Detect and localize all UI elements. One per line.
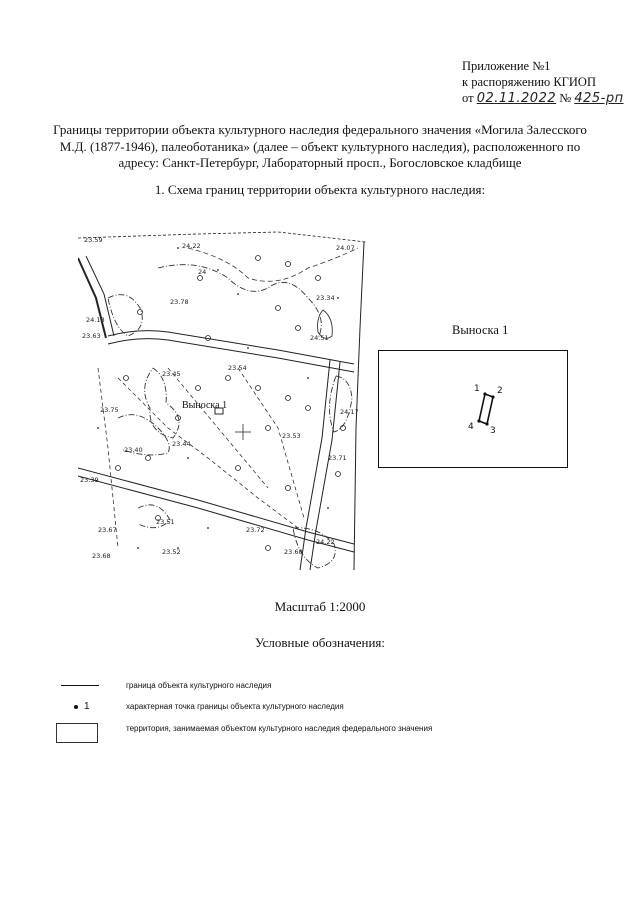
elevation-label: 24.22	[316, 538, 335, 546]
appendix-block	[462, 58, 624, 107]
appendix-line3	[462, 90, 624, 107]
elevation-label: 23.75	[100, 406, 119, 414]
legend-point-symbol	[74, 705, 78, 709]
elevation-label: 23.67	[98, 526, 117, 534]
elevation-label: 23.71	[328, 454, 347, 462]
callout-title: Выноска 1	[452, 323, 509, 337]
number-prefix: №	[559, 91, 572, 105]
scale-label: Масштаб 1:2000	[274, 599, 366, 614]
legend-point-number: 1	[84, 701, 90, 712]
handwritten-date: 02.11.2022	[476, 91, 557, 106]
appendix-line1: Приложение №1	[462, 59, 551, 73]
elevation-label: 23.54	[228, 364, 247, 372]
appendix-line2: к распоряжению КГИОП	[462, 75, 596, 89]
document-title: Границы территории объекта культурного наследия федерального значения «Могила Залесского М.Д. (1877-1946), палеоботаника» (далее – объект культурного наследия), расположенного по адресу: Санкт-Петербург, Лабораторный просп., Богословское кладбище	[53, 122, 587, 170]
callout-point-4: 4	[468, 422, 474, 432]
legend-boundary-line-text: граница объекта культурного наследия	[126, 681, 272, 690]
elevation-label: 23.52	[162, 548, 181, 556]
legend-boundary-line-symbol	[61, 685, 99, 686]
map-callout-label: Выноска 1	[182, 400, 228, 411]
elevation-label: 23.39	[80, 476, 99, 484]
elevation-label: 23.72	[246, 526, 265, 534]
handwritten-number: 425-рп	[574, 91, 624, 106]
elevation-label: 23.51	[156, 518, 175, 526]
elevation-label: 24.22	[182, 242, 201, 250]
elevation-label: 23.44	[172, 440, 191, 448]
elevation-label: 23.34	[316, 294, 335, 302]
legend-area-symbol	[56, 723, 98, 743]
contour-label: 24	[198, 268, 207, 276]
elevation-label: 23.68	[92, 552, 111, 560]
elevation-label: 23.63	[82, 332, 101, 340]
elevation-label: 23.68	[284, 548, 303, 556]
date-prefix: от	[462, 91, 474, 105]
boundary-scheme-map	[78, 228, 366, 570]
callout-box	[378, 350, 568, 468]
callout-point-3: 3	[490, 426, 496, 436]
elevation-label: 23.53	[282, 432, 301, 440]
elevation-label: 24.07	[336, 244, 355, 252]
elevation-label: 24.51	[310, 334, 329, 342]
elevation-label: 24.17	[340, 408, 359, 416]
elevation-label: 23.40	[124, 446, 143, 454]
section-heading: 1. Схема границ территории объекта культурного наследия:	[154, 182, 486, 197]
elevation-label: 23.45	[162, 370, 181, 378]
legend-area-text: территория, занимаемая объектом культурного наследия федерального значения	[126, 724, 433, 733]
callout-point-1: 1	[474, 384, 480, 394]
legend-title: Условные обозначения:	[254, 635, 386, 650]
elevation-label: 23.59	[84, 236, 103, 244]
elevation-label: 23.78	[170, 298, 189, 306]
legend-point-text: характерная точка границы объекта культурного наследия	[126, 702, 344, 711]
elevation-label: 24.18	[86, 316, 105, 324]
callout-point-2: 2	[497, 386, 503, 396]
callout-boundary-drawing	[379, 351, 567, 467]
